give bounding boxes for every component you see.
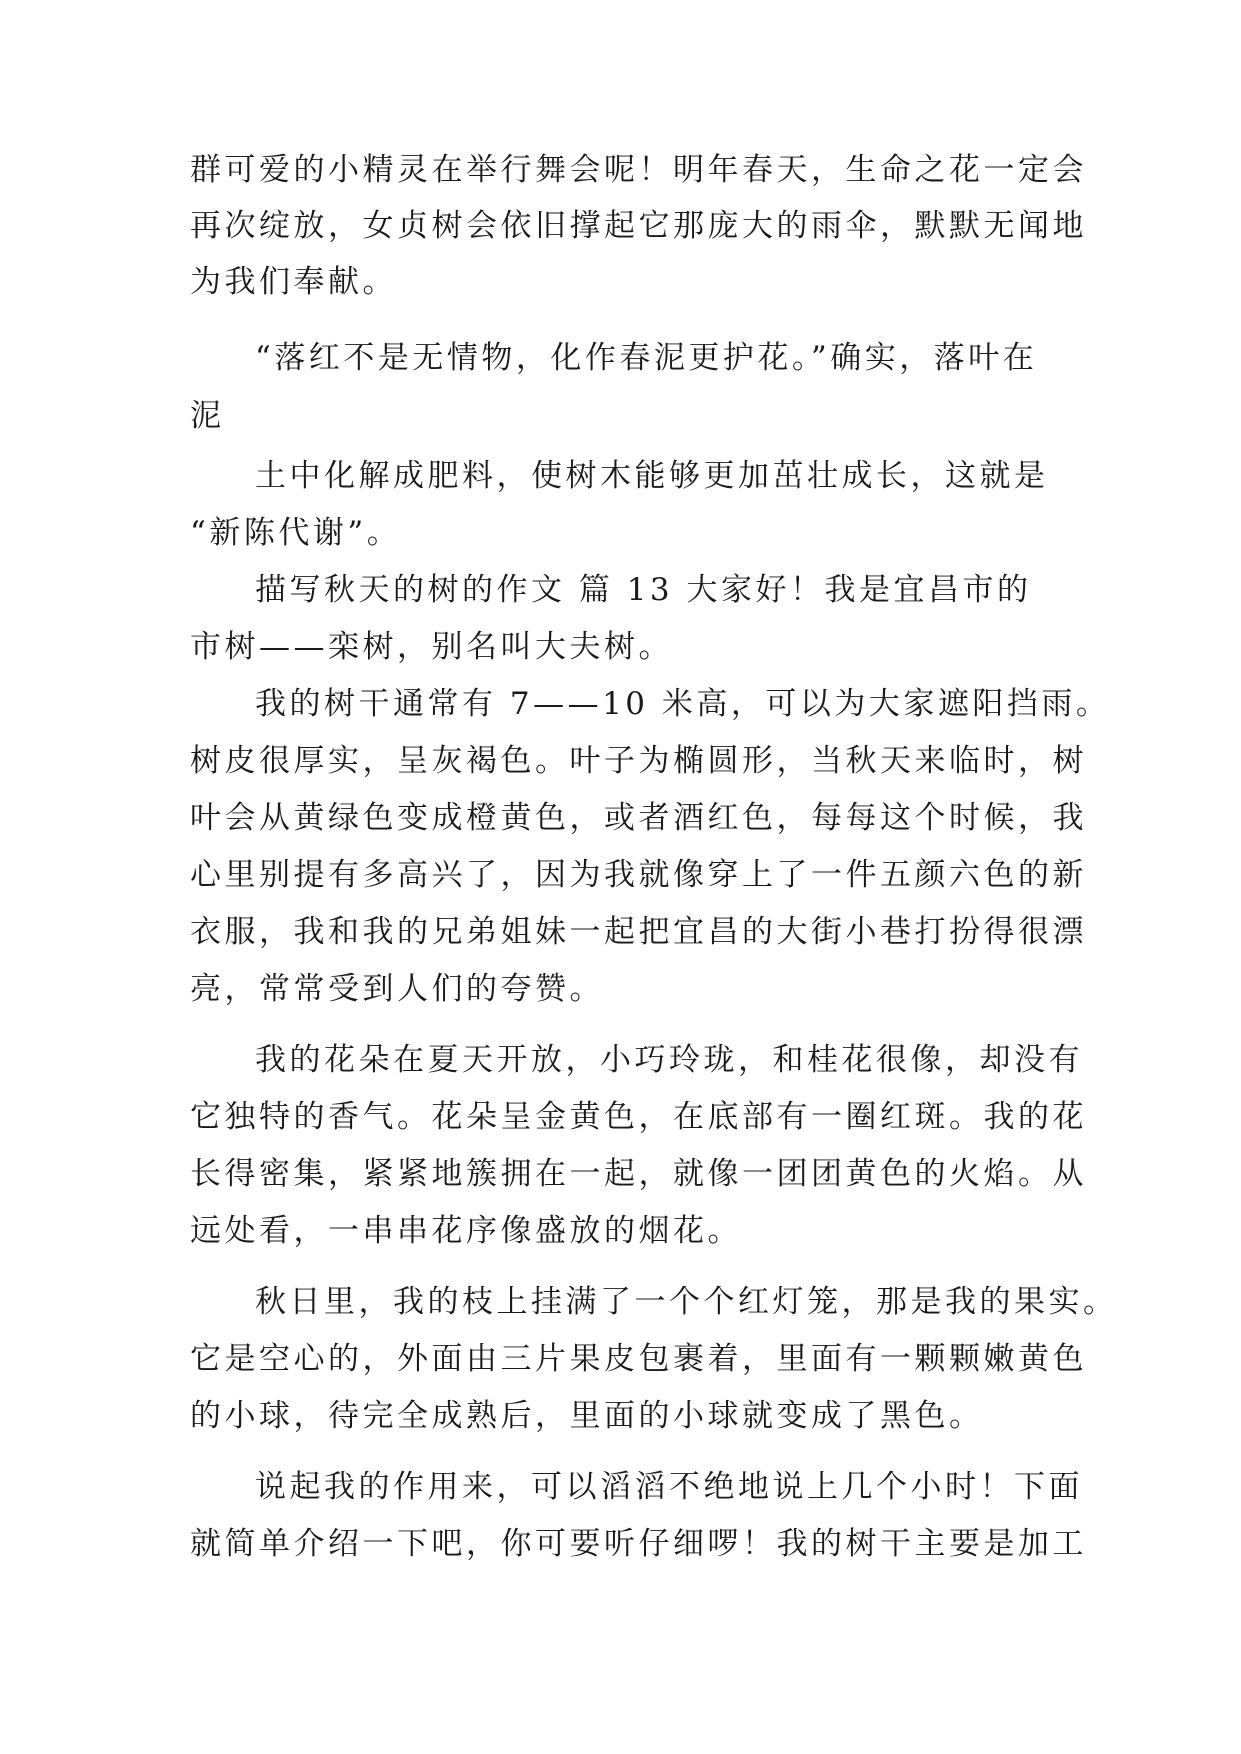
text-line: 衣服，我和我的兄弟姐妹一起把宜昌的大街小巷打扮得很漂 (190, 914, 1087, 950)
text-line: 我的树干通常有 7——10 米高，可以为大家遮阳挡雨。 (255, 686, 1111, 722)
text-line: “落红不是无情物，化作春泥更护花。”确实，落叶在 (255, 340, 1038, 376)
text-line: 远处看，一串串花序像盛放的烟花。 (190, 1213, 742, 1249)
text-line: 说起我的作用来，可以滔滔不绝地说上几个小时！下面 (255, 1469, 1083, 1505)
text-line: 心里别提有多高兴了，因为我就像穿上了一件五颜六色的新 (190, 857, 1087, 893)
text-line: “新陈代谢”。 (190, 515, 402, 551)
text-line: 秋日里，我的枝上挂满了一个个红灯笼，那是我的果实。 (255, 1284, 1118, 1320)
text-line: 群可爱的小精灵在举行舞会呢！明年春天，生命之花一定会 (190, 152, 1087, 188)
text-line: 为我们奉献。 (190, 264, 397, 300)
text-line: 它是空心的，外面由三片果皮包裹着，里面有一颗颗嫩黄色 (190, 1341, 1087, 1377)
text-line: 土中化解成肥料，使树木能够更加茁壮成长，这就是 (255, 458, 1049, 494)
text-line: 长得密集，紧紧地簇拥在一起，就像一团团黄色的火焰。从 (190, 1156, 1087, 1192)
text-line: 叶会从黄绿色变成橙黄色，或者酒红色，每每这个时候，我 (190, 800, 1087, 836)
text-line: 树皮很厚实，呈灰褐色。叶子为椭圆形，当秋天来临时，树 (190, 743, 1087, 779)
text-line: 再次绽放，女贞树会依旧撑起它那庞大的雨伞，默默无闻地 (190, 208, 1087, 244)
text-line: 泥 (190, 398, 225, 434)
text-line: 描写秋天的树的作文 篇 13 大家好！我是宜昌市的 (255, 572, 1032, 608)
text-line: 就简单介绍一下吧，你可要听仔细啰！我的树干主要是加工 (190, 1526, 1087, 1562)
text-line: 我的花朵在夏天开放，小巧玲珑，和桂花很像，却没有 (255, 1042, 1083, 1078)
text-line: 市树——栾树，别名叫大夫树。 (190, 629, 673, 665)
text-line: 亮，常常受到人们的夸赞。 (190, 971, 604, 1007)
text-line: 的小球，待完全成熟后，里面的小球就变成了黑色。 (190, 1398, 984, 1434)
text-line: 它独特的香气。花朵呈金黄色，在底部有一圈红斑。我的花 (190, 1099, 1087, 1135)
